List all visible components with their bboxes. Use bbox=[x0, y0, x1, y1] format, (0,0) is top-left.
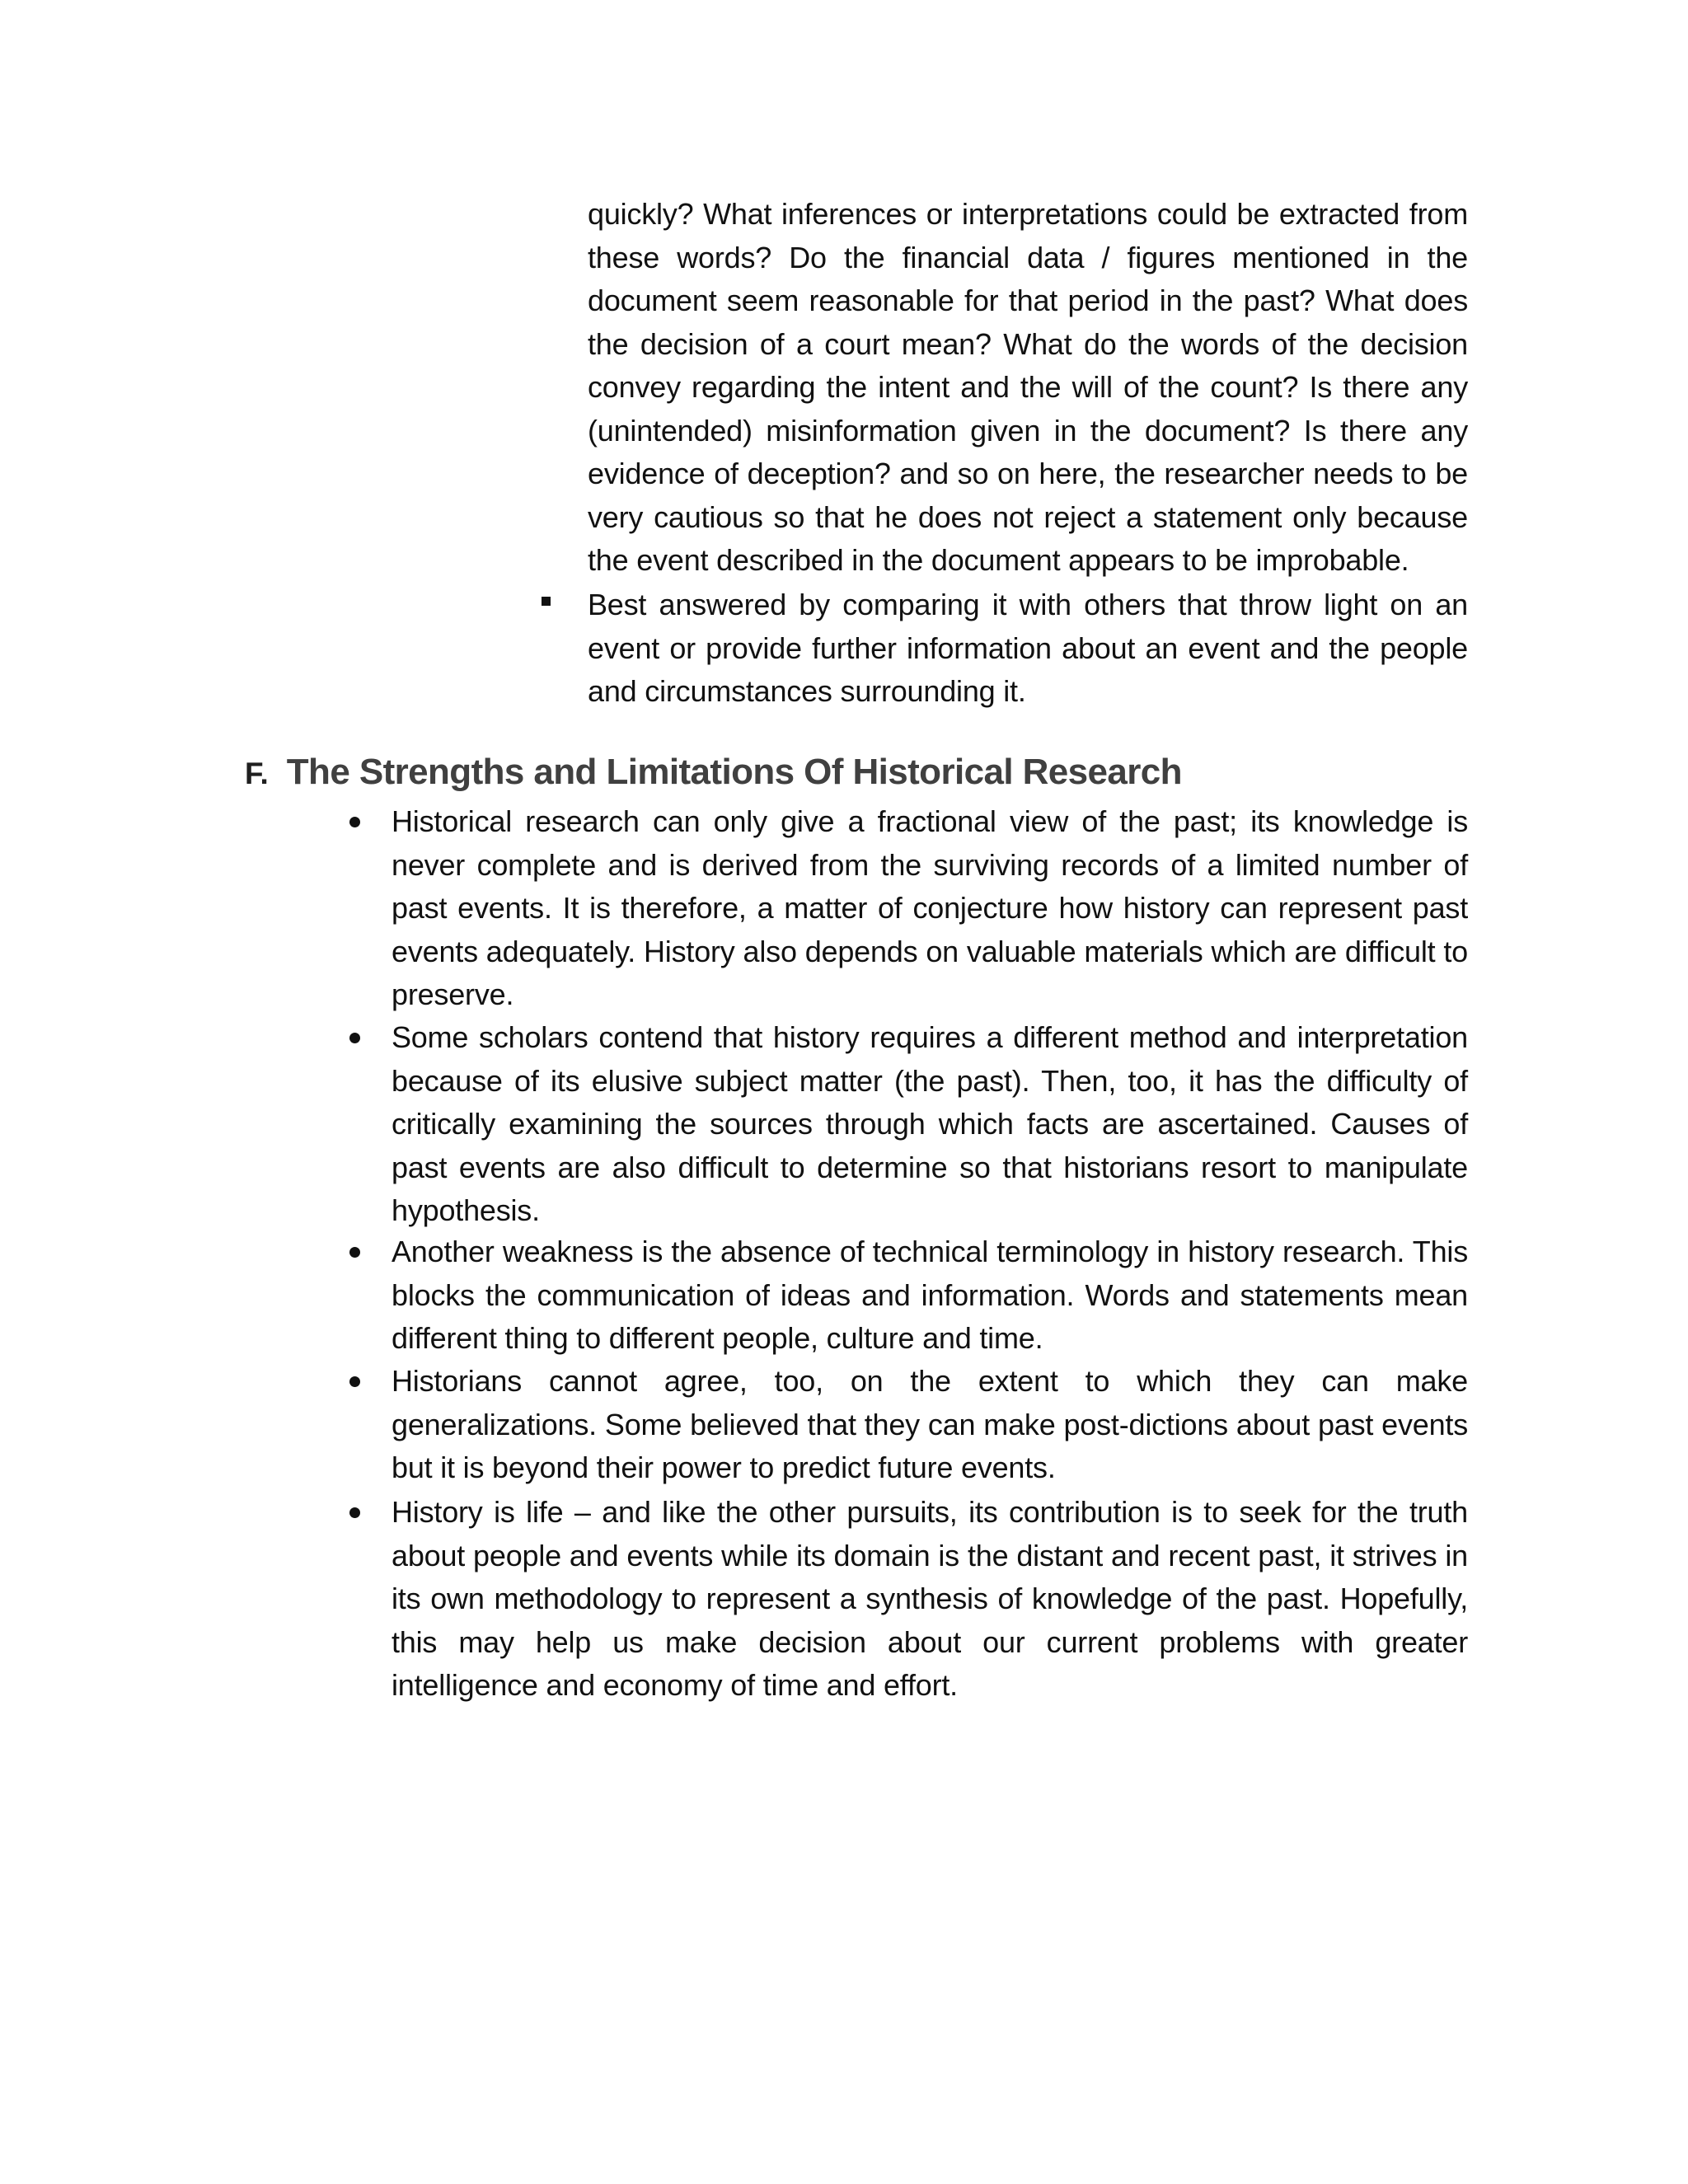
bullet-dot-icon bbox=[349, 817, 360, 827]
bullet-dot-icon bbox=[349, 1033, 360, 1043]
section-letter: F. bbox=[245, 757, 269, 790]
bullet-item-4: Historians cannot agree, too, on the extent to which they can make generalizations. Some believed that they can make post-dictions about past events but it is beyond their power to predict future events. bbox=[392, 1364, 1468, 1484]
square-bullet-icon bbox=[542, 597, 551, 606]
bullet-item-3: Another weakness is the absence of technical terminology in history research. This blocks the communication of ideas and information. Words and statements mean different thing to different people, culture and time. bbox=[392, 1235, 1468, 1355]
section-title: The Strengths and Limitations Of Historical Research bbox=[286, 752, 1182, 792]
bullet-dot-icon bbox=[349, 1376, 360, 1387]
bullet-item-2: Some scholars contend that history requires a different method and interpretation because of its elusive subject matter (the past). Then, too, it has the difficulty of critically examining the sources through which facts are ascertained. Causes of past events are also difficult to determine so that historians resort to manipulate hypothesis. bbox=[392, 1020, 1468, 1227]
square-bullet-item: Best answered by comparing it with others that throw light on an event or provide further information about an event and the people and circumstances surrounding it. bbox=[588, 588, 1468, 708]
section-heading bbox=[245, 752, 1182, 801]
bullet-item-1: Historical research can only give a fractional view of the past; its knowledge is never complete and is derived from the surviving records of a limited number of past events. It is therefore, a matter of conjecture how history can represent past events adequately. History also depends on valuable materials which are difficult to preserve. bbox=[392, 804, 1468, 1011]
bullet-dot-icon bbox=[349, 1507, 360, 1518]
bullet-item-5: History is life – and like the other pursuits, its contribution is to seek for the truth about people and events while its domain is the distant and recent past, it strives in its own methodology to represent a synthesis of knowledge of the past. Hopefully, this may help us make decision about our current problems with greater intelligence and economy of time and effort. bbox=[392, 1495, 1468, 1702]
continuation-paragraph: quickly? What inferences or interpretations could be extracted from these words? Do the financial data / figures mentioned in the document seem reasonable for that period in the past? What does the decision of a court mean? What do the words of the decision convey regarding the intent and the will of the count? Is there any (unintended) misinformation given in the document? Is there any evidence of deception? and so on here, the researcher needs to be very cautious so that he does not reject a statement only because the event described in the document appears to be improbable. bbox=[588, 197, 1468, 577]
bullet-dot-icon bbox=[349, 1247, 360, 1258]
